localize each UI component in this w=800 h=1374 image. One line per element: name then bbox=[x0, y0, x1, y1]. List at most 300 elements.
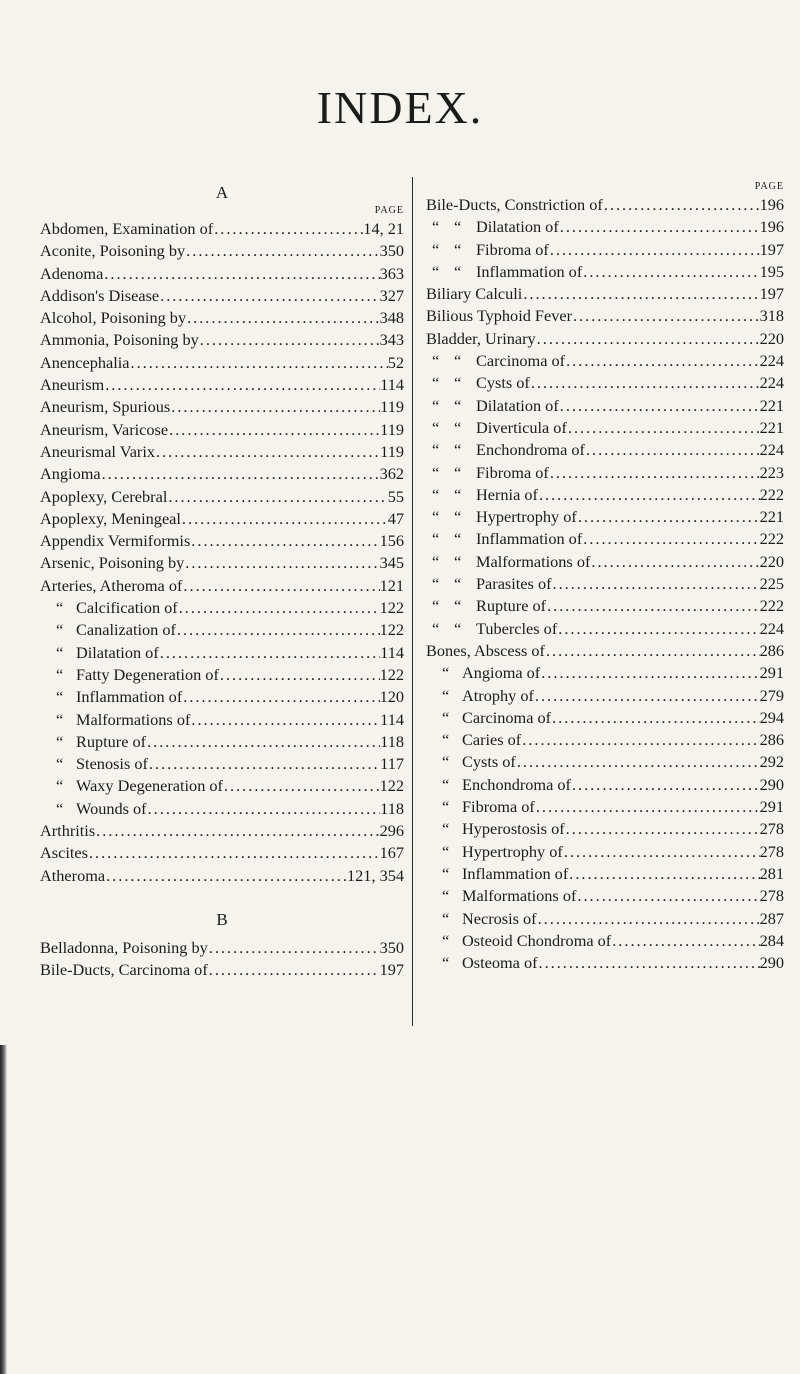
index-entry bbox=[40, 709, 404, 731]
entry-page-number: 291 bbox=[759, 663, 784, 683]
entry-text: Waxy Degeneration of bbox=[76, 776, 223, 796]
index-entry bbox=[40, 798, 404, 820]
entry-text: Aneurismal Varix bbox=[40, 441, 156, 461]
leader-dots bbox=[563, 841, 760, 863]
leader-dots bbox=[530, 372, 760, 394]
entry-page-number: 290 bbox=[759, 774, 784, 794]
entry-text: Hypertrophy of bbox=[476, 507, 577, 527]
entry-text: Abdomen, Examination of bbox=[40, 219, 214, 238]
index-entry bbox=[40, 441, 404, 463]
leader-dots bbox=[190, 530, 379, 552]
ditto-mark: “ bbox=[454, 395, 462, 415]
entry-page-number: 225 bbox=[759, 574, 784, 594]
leader-dots bbox=[611, 930, 759, 952]
leader-dots bbox=[168, 419, 380, 441]
entry-text: Aneurism, Spurious bbox=[40, 397, 171, 417]
index-entry bbox=[426, 930, 784, 952]
ditto-mark: “ bbox=[454, 217, 462, 237]
entry-page-number: 224 bbox=[759, 373, 784, 393]
leader-dots bbox=[546, 595, 759, 617]
entry-text: Wounds of bbox=[76, 798, 147, 818]
leader-dots bbox=[551, 707, 760, 729]
entry-text: Atheroma bbox=[40, 865, 106, 885]
ditto-mark: “ bbox=[442, 774, 450, 794]
entry-page-number: 286 bbox=[759, 640, 784, 660]
entry-page-number: 278 bbox=[759, 886, 784, 906]
entry-page-number: 284 bbox=[759, 930, 784, 950]
index-entry bbox=[40, 820, 404, 842]
ditto-mark: “ bbox=[56, 709, 64, 729]
index-entry bbox=[426, 439, 784, 461]
index-entry bbox=[40, 642, 404, 664]
entry-page-number: 281 bbox=[759, 863, 784, 883]
leader-dots bbox=[549, 239, 760, 261]
sub-entries-arteries bbox=[40, 597, 404, 820]
entry-page-number: 122 bbox=[379, 664, 404, 684]
entry-text: Cysts of bbox=[462, 752, 516, 772]
leader-dots bbox=[535, 796, 760, 818]
index-entry bbox=[426, 685, 784, 707]
leader-dots bbox=[184, 552, 379, 574]
index-entry bbox=[40, 731, 404, 753]
leader-dots bbox=[159, 285, 379, 307]
ditto-mark: “ bbox=[56, 664, 64, 684]
entry-page-number: 222 bbox=[759, 596, 784, 616]
leader-dots bbox=[159, 642, 380, 664]
entry-text: Biliary Calculi bbox=[426, 284, 523, 304]
leader-dots bbox=[565, 350, 760, 372]
ditto-mark: “ bbox=[432, 462, 440, 482]
ditto-mark: “ bbox=[432, 440, 440, 460]
entry-text: Fibroma of bbox=[476, 239, 549, 259]
leader-dots bbox=[105, 865, 347, 887]
entry-text: Dilatation of bbox=[76, 642, 159, 662]
ditto-mark: “ bbox=[442, 908, 450, 928]
ditto-mark: “ bbox=[432, 507, 440, 527]
leader-dots bbox=[545, 640, 760, 662]
page-column-header: PAGE bbox=[374, 205, 404, 216]
entry-page-number: 221 bbox=[759, 395, 784, 415]
leader-dots bbox=[582, 261, 759, 283]
sub-entries-bones bbox=[426, 662, 784, 974]
ditto-mark: “ bbox=[432, 351, 440, 371]
entry-text: Ascites bbox=[40, 843, 88, 863]
entry-page-number: 118 bbox=[380, 731, 404, 751]
entry-text: Inflammation of bbox=[476, 261, 583, 281]
entry-page-number: 114 bbox=[380, 375, 404, 395]
entry-page-number: 117 bbox=[380, 754, 404, 774]
entry-page-number: 221 bbox=[759, 507, 784, 527]
entry-text: Atrophy of bbox=[462, 685, 534, 705]
entry-text: Fibroma of bbox=[462, 797, 535, 817]
entry-page-number: 287 bbox=[759, 908, 784, 928]
leader-dots bbox=[552, 573, 760, 595]
entry-text: Aneurism, Varicose bbox=[40, 419, 169, 439]
entry-page-number: 220 bbox=[759, 328, 784, 348]
ditto-mark: “ bbox=[454, 618, 462, 638]
ditto-mark: “ bbox=[454, 239, 462, 259]
entry-page-number: 296 bbox=[379, 821, 404, 841]
index-entry bbox=[40, 619, 404, 641]
entry-page-number: 121 bbox=[379, 575, 404, 595]
entry-page-number: 114 bbox=[380, 709, 404, 729]
index-entry bbox=[426, 462, 784, 484]
entry-page-number: 196 bbox=[759, 195, 784, 214]
entry-page-number: 55 bbox=[387, 486, 404, 506]
entry-page-number: 362 bbox=[379, 464, 404, 484]
sub-entries-bile-ducts bbox=[426, 216, 784, 283]
leader-dots bbox=[130, 352, 388, 374]
entry-text: Inflammation of bbox=[476, 529, 583, 549]
leader-dots bbox=[88, 842, 380, 864]
ditto-mark: “ bbox=[56, 731, 64, 751]
leader-dots bbox=[568, 863, 759, 885]
leader-dots bbox=[565, 818, 760, 840]
entry-text: Cysts of bbox=[476, 373, 530, 393]
entry-text: Malformations of bbox=[462, 886, 577, 906]
index-entry bbox=[426, 618, 784, 640]
ditto-mark: “ bbox=[432, 574, 440, 594]
ditto-mark: “ bbox=[442, 819, 450, 839]
ditto-mark: “ bbox=[432, 395, 440, 415]
entry-text: Rupture of bbox=[76, 731, 147, 751]
entry-text: Parasites of bbox=[476, 574, 552, 594]
right-column bbox=[426, 182, 784, 974]
ditto-mark: “ bbox=[454, 440, 462, 460]
index-entry bbox=[426, 818, 784, 840]
index-entry bbox=[40, 686, 404, 708]
entry-text: Malformations of bbox=[76, 709, 191, 729]
entry-text: Aneurism bbox=[40, 375, 105, 395]
entry-page-number: 52 bbox=[387, 352, 404, 372]
entry-page-number: 14, 21 bbox=[363, 219, 404, 238]
index-entry bbox=[426, 528, 784, 550]
entry-text: Malformations of bbox=[476, 551, 591, 571]
leader-dots bbox=[590, 551, 759, 573]
entry-text: Hernia of bbox=[476, 484, 538, 504]
index-entry bbox=[426, 885, 784, 907]
entry-text: Fatty Degeneration of bbox=[76, 664, 219, 684]
leader-dots bbox=[208, 937, 380, 959]
entry-text: Aconite, Poisoning by bbox=[40, 241, 186, 261]
index-entry bbox=[426, 395, 784, 417]
ditto-mark: “ bbox=[432, 484, 440, 504]
ditto-mark: “ bbox=[442, 863, 450, 883]
index-entry bbox=[426, 484, 784, 506]
index-entry bbox=[40, 508, 404, 530]
leader-dots bbox=[516, 751, 760, 773]
index-entry bbox=[40, 775, 404, 797]
ditto-mark: “ bbox=[454, 373, 462, 393]
entry-page-number: 114 bbox=[380, 642, 404, 662]
index-entry bbox=[40, 937, 404, 959]
entry-page-number: 122 bbox=[379, 776, 404, 796]
ditto-mark: “ bbox=[56, 598, 64, 618]
page-column-header-right: PAGE bbox=[754, 181, 784, 192]
entry-text: Carcinoma of bbox=[462, 707, 552, 727]
ditto-mark: “ bbox=[432, 217, 440, 237]
index-entry bbox=[426, 283, 784, 305]
entry-text: Diverticula of bbox=[476, 417, 567, 437]
leader-dots bbox=[219, 664, 380, 686]
entry-text: Dilatation of bbox=[476, 217, 559, 237]
ditto-mark: “ bbox=[454, 462, 462, 482]
section-letter-b: B bbox=[216, 909, 228, 929]
entry-text: Canalization of bbox=[76, 620, 176, 640]
leader-dots bbox=[567, 417, 760, 439]
entry-page-number: 343 bbox=[379, 330, 404, 350]
entry-text: Inflammation of bbox=[462, 863, 569, 883]
ditto-mark: “ bbox=[432, 529, 440, 549]
entry-page-number: 345 bbox=[379, 553, 404, 573]
leader-dots bbox=[537, 908, 760, 930]
entry-text: Osteoid Chondroma of bbox=[462, 930, 612, 950]
entry-text: Calcification of bbox=[76, 598, 178, 618]
ditto-mark: “ bbox=[442, 707, 450, 727]
index-entry bbox=[426, 863, 784, 885]
leader-dots bbox=[167, 486, 387, 508]
entry-page-number: 197 bbox=[759, 284, 784, 304]
entry-page-number: 119 bbox=[380, 397, 404, 417]
entry-text: Dilatation of bbox=[476, 395, 559, 415]
leader-dots bbox=[185, 240, 379, 262]
leader-dots bbox=[213, 218, 363, 240]
entry-text: Osteoma of bbox=[462, 953, 538, 973]
entry-page-number: 224 bbox=[759, 618, 784, 638]
entry-page-number: 292 bbox=[759, 752, 784, 772]
index-entry bbox=[426, 261, 784, 283]
entry-page-number: 197 bbox=[759, 239, 784, 259]
left-column bbox=[40, 182, 404, 982]
index-entry bbox=[40, 597, 404, 619]
entry-text: Alcohol, Poisoning by bbox=[40, 308, 187, 328]
leader-dots bbox=[103, 263, 379, 285]
entry-page-number: 220 bbox=[759, 551, 784, 571]
leader-dots bbox=[538, 484, 760, 506]
leader-dots bbox=[577, 506, 760, 528]
entry-page-number: 348 bbox=[379, 308, 404, 328]
entry-page-number: 156 bbox=[379, 531, 404, 551]
entry-page-number: 278 bbox=[759, 819, 784, 839]
entry-page-number: 290 bbox=[759, 953, 784, 973]
entry-text: Arteries, Atheroma of bbox=[40, 575, 183, 595]
leader-dots bbox=[146, 731, 380, 753]
entry-page-number: 167 bbox=[379, 843, 404, 863]
index-entry bbox=[40, 552, 404, 574]
entry-page-number: 291 bbox=[759, 797, 784, 817]
entry-page-number: 279 bbox=[759, 685, 784, 705]
ditto-mark: “ bbox=[454, 484, 462, 504]
entry-page-number: 350 bbox=[379, 937, 404, 957]
leader-dots bbox=[176, 619, 380, 641]
entry-page-number: 222 bbox=[759, 529, 784, 549]
index-entry bbox=[40, 329, 404, 351]
leader-dots bbox=[571, 774, 760, 796]
index-entry bbox=[426, 952, 784, 974]
entry-page-number: 224 bbox=[759, 351, 784, 371]
entry-text: Hyperostosis of bbox=[462, 819, 565, 839]
index-entry bbox=[426, 328, 784, 350]
entry-text: Arsenic, Poisoning by bbox=[40, 553, 185, 573]
index-entry bbox=[40, 285, 404, 307]
entry-text: Rupture of bbox=[476, 596, 547, 616]
index-entry bbox=[40, 463, 404, 485]
entry-page-number: 120 bbox=[379, 687, 404, 707]
entry-page-number: 363 bbox=[379, 263, 404, 283]
entry-text: Enchondroma of bbox=[476, 440, 585, 460]
leader-dots bbox=[181, 508, 388, 530]
leader-dots bbox=[582, 528, 759, 550]
ditto-mark: “ bbox=[454, 574, 462, 594]
ditto-mark: “ bbox=[442, 730, 450, 750]
leader-dots bbox=[199, 329, 380, 351]
index-entry bbox=[426, 751, 784, 773]
ditto-mark: “ bbox=[432, 373, 440, 393]
entry-page-number: 197 bbox=[379, 960, 404, 980]
leader-dots bbox=[557, 618, 759, 640]
ditto-mark: “ bbox=[56, 620, 64, 640]
entry-text: Angioma bbox=[40, 464, 101, 484]
entry-text: Apoplexy, Meningeal bbox=[40, 508, 181, 528]
ditto-mark: “ bbox=[432, 551, 440, 571]
sub-entries-bladder bbox=[426, 350, 784, 640]
entry-page-number: 122 bbox=[379, 620, 404, 640]
ditto-mark: “ bbox=[442, 752, 450, 772]
entry-page-number: 278 bbox=[759, 841, 784, 861]
ditto-mark: “ bbox=[56, 642, 64, 662]
ditto-mark: “ bbox=[442, 663, 450, 683]
entries-bones bbox=[426, 640, 784, 662]
entry-page-number: 223 bbox=[759, 462, 784, 482]
ditto-mark: “ bbox=[454, 551, 462, 571]
index-entry bbox=[426, 841, 784, 863]
leader-dots bbox=[585, 439, 760, 461]
ditto-mark: “ bbox=[432, 618, 440, 638]
entries-b bbox=[40, 937, 404, 982]
ditto-mark: “ bbox=[442, 685, 450, 705]
leader-dots bbox=[155, 441, 380, 463]
index-entry bbox=[426, 372, 784, 394]
leader-dots bbox=[534, 685, 760, 707]
ditto-mark: “ bbox=[442, 930, 450, 950]
column-divider bbox=[412, 177, 413, 1026]
leader-dots bbox=[182, 686, 379, 708]
section-letter-a: A bbox=[215, 183, 229, 202]
entry-text: Appendix Vermiformis bbox=[40, 531, 191, 551]
entries-a bbox=[40, 218, 404, 597]
entry-text: Bladder, Urinary bbox=[426, 328, 536, 348]
leader-dots bbox=[538, 952, 760, 974]
entry-text: Bones, Abscess of bbox=[426, 640, 545, 660]
index-entry bbox=[426, 908, 784, 930]
index-entry bbox=[40, 263, 404, 285]
index-entry bbox=[40, 374, 404, 396]
ditto-mark: “ bbox=[56, 754, 64, 774]
index-entry bbox=[426, 305, 784, 327]
index-entry bbox=[40, 218, 404, 240]
index-entry bbox=[426, 350, 784, 372]
ditto-mark: “ bbox=[454, 351, 462, 371]
page-edge-shadow bbox=[0, 1045, 7, 1374]
leader-dots bbox=[182, 575, 379, 597]
index-entry bbox=[40, 530, 404, 552]
leader-dots bbox=[576, 885, 759, 907]
leader-dots bbox=[549, 462, 760, 484]
leader-dots bbox=[522, 283, 759, 305]
entry-page-number: 327 bbox=[379, 285, 404, 305]
ditto-mark: “ bbox=[432, 596, 440, 616]
entry-page-number: 221 bbox=[759, 417, 784, 437]
ditto-mark: “ bbox=[454, 596, 462, 616]
entry-page-number: 119 bbox=[380, 441, 404, 461]
leader-dots bbox=[186, 307, 379, 329]
leader-dots bbox=[559, 216, 760, 238]
index-entry bbox=[40, 307, 404, 329]
leader-dots bbox=[147, 798, 381, 820]
index-entry bbox=[40, 352, 404, 374]
entry-text: Caries of bbox=[462, 730, 522, 750]
entry-text: Addison's Disease bbox=[40, 285, 160, 305]
index-entry bbox=[426, 551, 784, 573]
leader-dots bbox=[148, 753, 380, 775]
entry-text: Hypertrophy of bbox=[462, 841, 563, 861]
index-entry bbox=[40, 865, 404, 887]
index-entry bbox=[426, 506, 784, 528]
index-entry bbox=[426, 796, 784, 818]
index-entry bbox=[40, 753, 404, 775]
leader-dots bbox=[603, 194, 760, 216]
entries-a-continued bbox=[40, 820, 404, 887]
index-entry bbox=[426, 595, 784, 617]
index-entry bbox=[426, 573, 784, 595]
leader-dots bbox=[95, 820, 379, 842]
entry-page-number: 118 bbox=[380, 798, 404, 818]
leader-dots bbox=[521, 729, 759, 751]
ditto-mark: “ bbox=[442, 953, 450, 973]
entries-biliary-bladder bbox=[426, 283, 784, 350]
entry-page-number: 224 bbox=[759, 440, 784, 460]
leader-dots bbox=[178, 597, 380, 619]
entry-page-number: 121, 354 bbox=[347, 865, 404, 885]
entry-page-number: 195 bbox=[759, 261, 784, 281]
index-entry bbox=[426, 194, 784, 216]
leader-dots bbox=[559, 395, 760, 417]
entry-page-number: 350 bbox=[379, 241, 404, 261]
index-entry bbox=[426, 662, 784, 684]
entry-text: Inflammation of bbox=[76, 687, 183, 707]
index-entry bbox=[40, 959, 404, 981]
entry-page-number: 47 bbox=[387, 508, 404, 528]
leader-dots bbox=[104, 374, 380, 396]
leader-dots bbox=[572, 305, 760, 327]
leader-dots bbox=[208, 959, 380, 981]
ditto-mark: “ bbox=[442, 886, 450, 906]
entries-bile bbox=[426, 194, 784, 216]
entry-text: Anencephalia bbox=[40, 352, 130, 372]
ditto-mark: “ bbox=[56, 687, 64, 707]
ditto-mark: “ bbox=[432, 261, 440, 281]
entry-text: Enchondroma of bbox=[462, 774, 571, 794]
entry-text: Necrosis of bbox=[462, 908, 537, 928]
entry-text: Adenoma bbox=[40, 263, 104, 283]
index-entry bbox=[40, 396, 404, 418]
entry-text: Bilious Typhoid Fever bbox=[426, 306, 572, 326]
index-entry bbox=[40, 842, 404, 864]
leader-dots bbox=[540, 662, 759, 684]
entry-page-number: 222 bbox=[759, 484, 784, 504]
leader-dots bbox=[170, 396, 380, 418]
leader-dots bbox=[223, 775, 380, 797]
